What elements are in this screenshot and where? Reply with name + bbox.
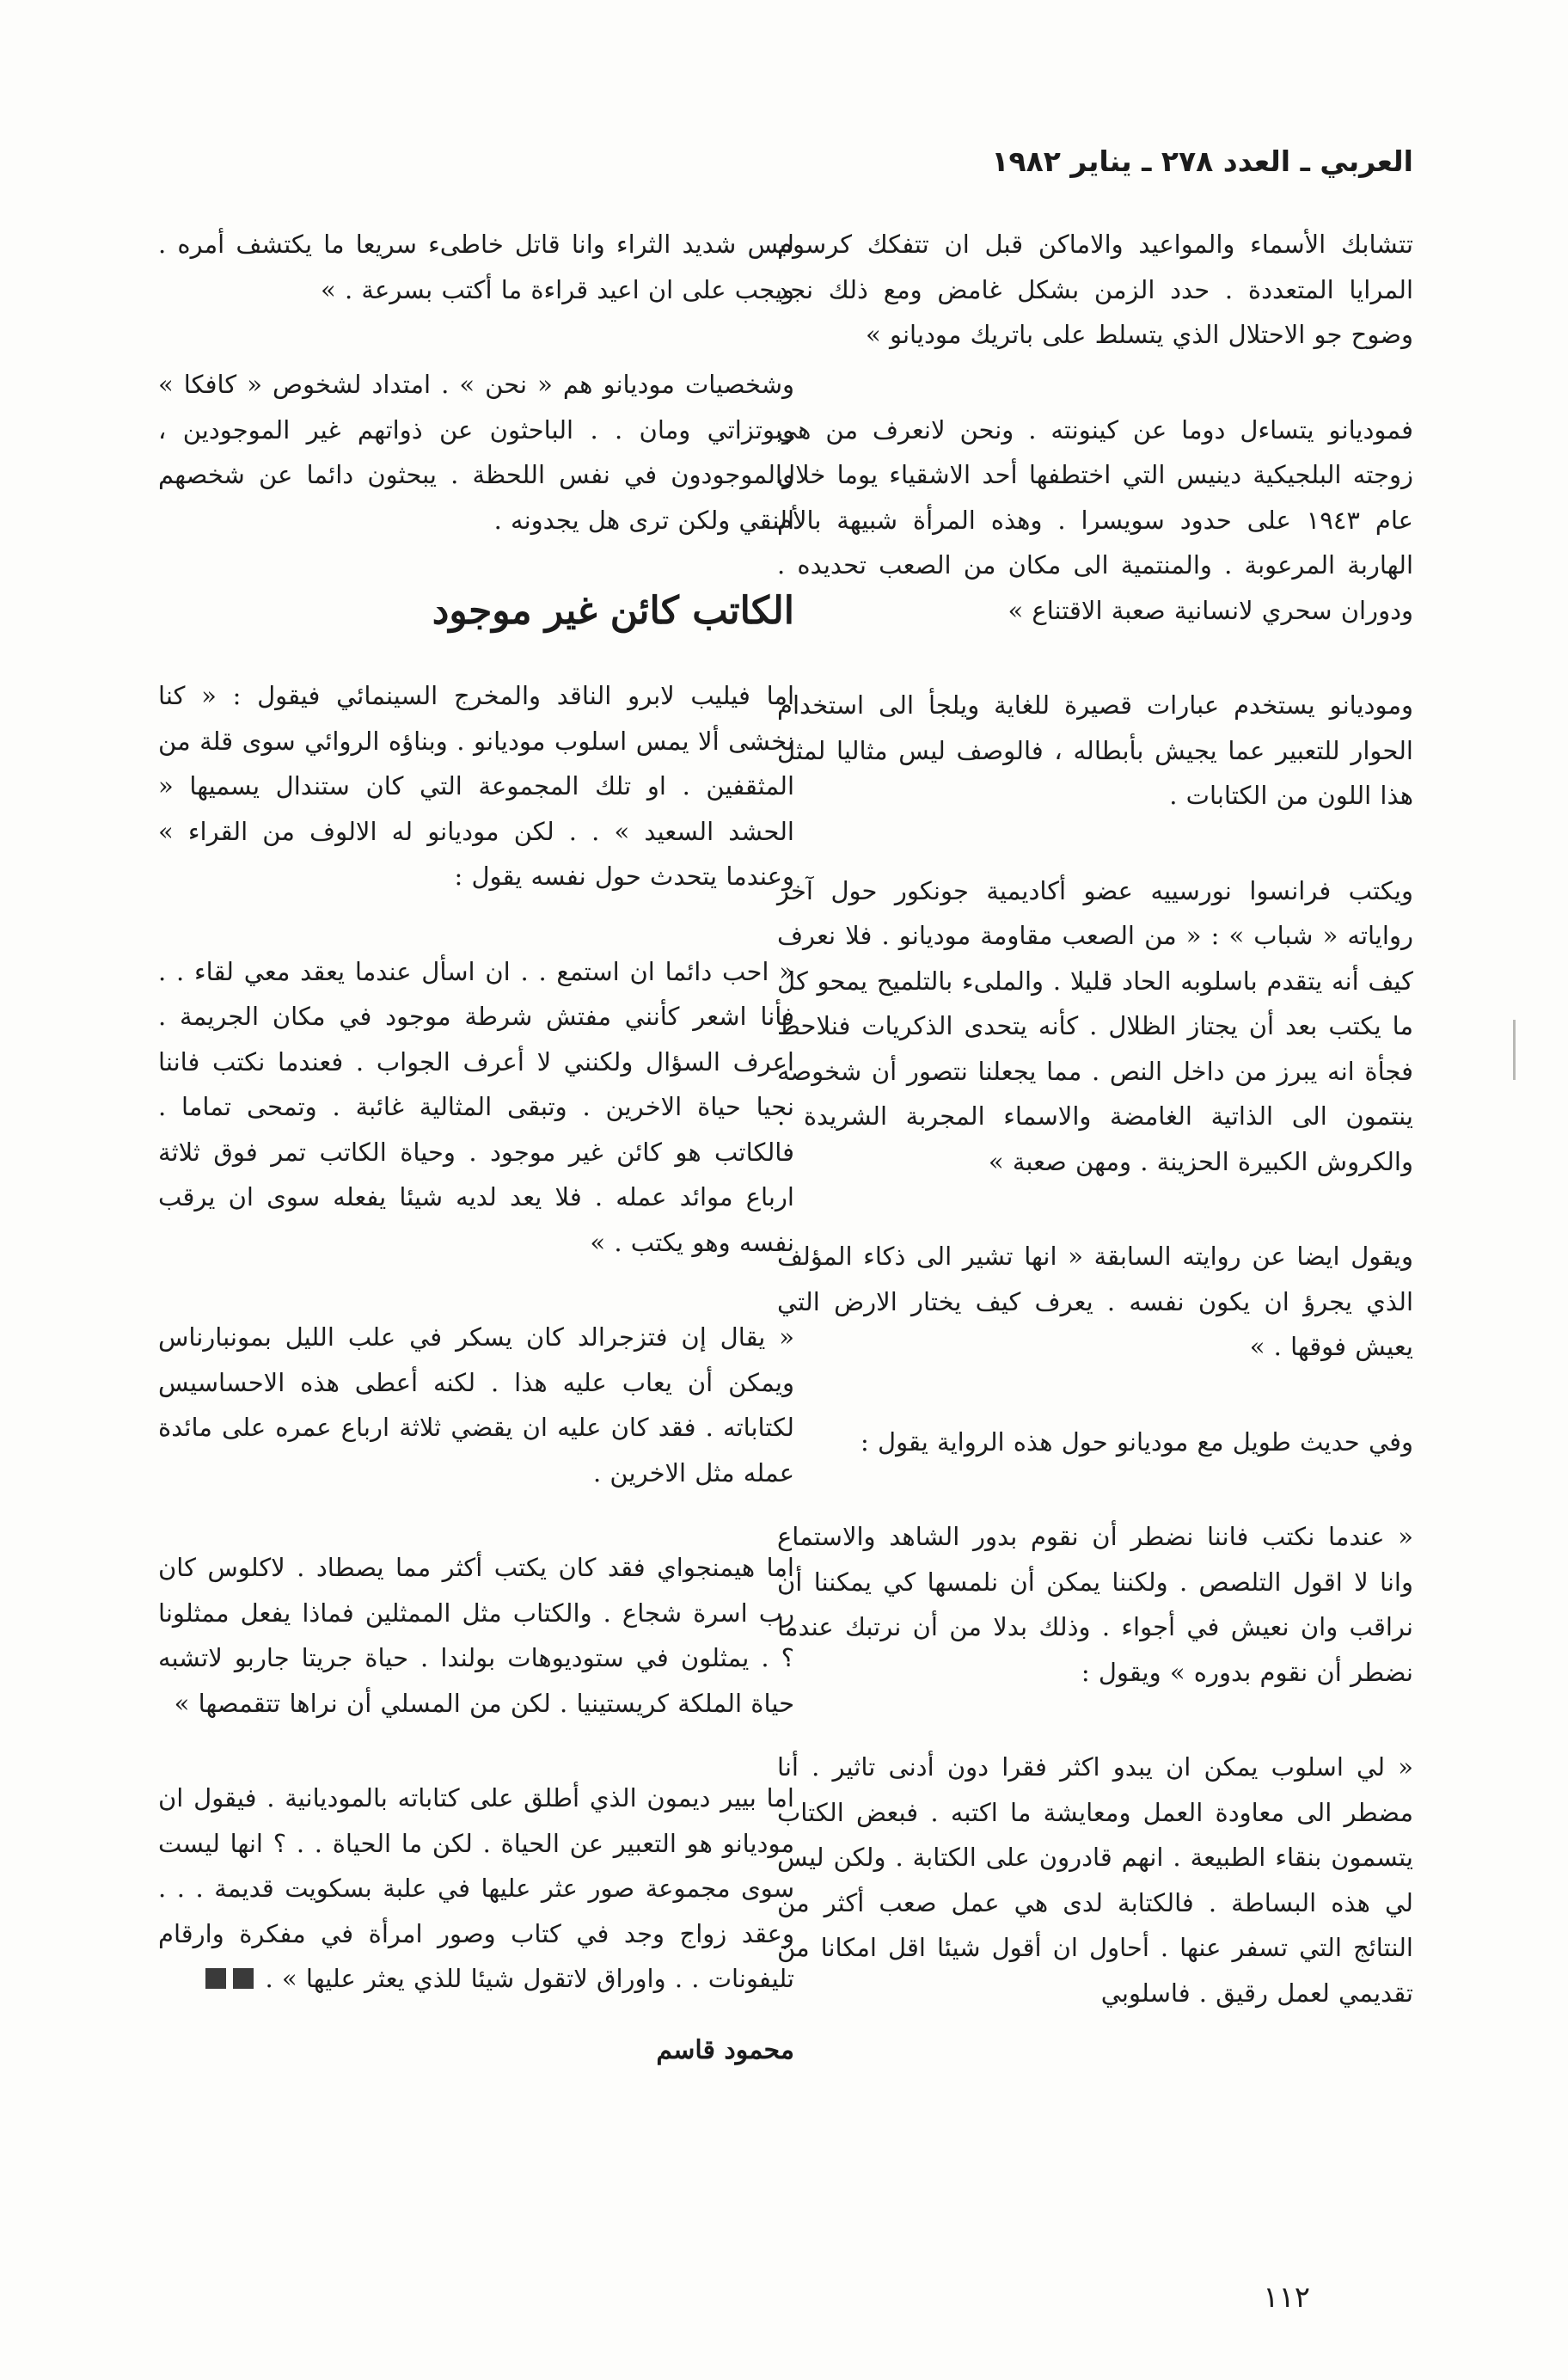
page-number: ١١٢ [1263, 2280, 1310, 2315]
final-paragraph-text: اما بيير ديمون الذي أطلق على كتاباته بالموديانية . فيقول ان موديانو هو التعبير عن الحياة . لكن ما الحياة . . ؟ انها ليست سوى مجموعة صور عثر عليها في علبة بسكويت قديمة . . . وعقد زواج وجد في كتاب وصور امرأة في مفكرة وارقام تليفونات . . واوراق لاتقول شيئا للذي يعثر عليها » . [158, 1783, 794, 1993]
article-paragraph: فموديانو يتساءل دوما عن كينونته . ونحن لانعرف من هي زوجته البلجيكية دينيس التي اختطفها أحد الاشقياء يوما خلال عام ١٩٤٣ على حدود سويسرا . وهذه المرأة شبيهة بالأم الهاربة المرعوبة . والمنتمية الى مكان من الصعب تحديده . ودوران سحري لانسانية صعبة الاقتناع » [777, 414, 1413, 625]
section-heading: الكاتب كائن غير موجود [432, 589, 794, 633]
article-paragraph-final [158, 1776, 794, 2003]
article-paragraph: ليس شديد الثراء وانا قاتل خاطىء سريعا ما يكتشف أمره . ويجب على ان اعيد قراءة ما أكتب بسرعة . » [158, 230, 794, 304]
author-signature: محمود قاسم [656, 2035, 794, 2066]
article-paragraph: « لي اسلوب يمكن ان يبدو اكثر فقرا دون أدنى تاثير . أنا مضطر الى معاودة العمل ومعايشة ما اكتبه . فبعض الكتاب يتسمون بنقاء الطبيعة . انهم قادرون على الكتابة . ولكن ليس لي هذه البساطة . فالكتابة لدى هي عمل صعب أكثر من النتائج التي تسفر عنها . أحاول ان أقول شيئا اقل امكانا من تقديمي لعمل رقيق . فاسلوبي [777, 1752, 1413, 2008]
article-paragraph: اما هيمنجواي فقد كان يكتب أكثر مما يصطاد . لاكلوس كان رب اسرة شجاع . والكتاب مثل الممثلين فماذا يفعل ممثلونا ؟ . يمثلون في ستوديوهات بولندا . حياة جريتا جاربو لاتشبه حياة الملكة كريستينيا . لكن من المسلي أن نراها تتقمصها » [158, 1553, 795, 1718]
article-paragraph: وموديانو يستخدم عبارات قصيرة للغاية ويلجأ الى استخدام الحوار للتعبير عما يجيش بأبطاله ، فالوصف ليس مثاليا لمثل هذا اللون من الكتابات . [777, 690, 1413, 810]
article-paragraph: تتشابك الأسماء والمواعيد والاماكن قبل ان تتفكك كرسوم المرايا المتعددة . حدد الزمن بشكل غامض ومع ذلك نجد وضوح جو الاحتلال الذي يتسلط على باتريك مودیانو » [777, 230, 1413, 349]
article-paragraph: اما فيليب لابرو الناقد والمخرج السينمائي فيقول : « كنا نخشى ألا يمس اسلوب موديانو . وبناؤه الروائي سوى قلة من المثقفين . او تلك المجموعة التي كان ستندال يسميها « الحشد السعيد » . . لكن موديانو له الالوف من القراء » وعندما يتحدث حول نفسه يقول : [158, 681, 794, 891]
running-header: العربي ـ العدد ٢٧٨ ـ يناير ١٩٨٢ [991, 144, 1413, 178]
article-paragraph: « يقال إن فتزجرالد كان يسكر في علب الليل بمونبارناس ويمكن أن يعاب عليه هذا . لكنه أعطى هذه الاحساسيس لكتاباته . فقد كان عليه ان يقضي ثلاثة ارباع عمره على مائدة عمله مثل الاخرين . [158, 1322, 794, 1488]
article-paragraph: « عندما نكتب فاننا نضطر أن نقوم بدور الشاهد والاستماع وانا لا اقول التلصص . ولكننا يمكن أن نلمسها كي يمكننا أن نراقب وان نعيش في أجواء . وذلك بدلا من أن نرتبك عندما نضطر أن نقوم بدوره » ويقول : [777, 1522, 1413, 1687]
article-paragraph: وفي حديث طويل مع موديانو حول هذه الرواية يقول : [861, 1426, 1413, 1457]
left-column [158, 222, 794, 2074]
right-column [777, 222, 1413, 2065]
article-end-marks-icon [199, 1958, 254, 2003]
scan-margin-mark [1513, 1020, 1516, 1080]
article-paragraph: ويقول ايضا عن روايته السابقة « انها تشير الى ذكاء المؤلف الذي يجرؤ ان يكون نفسه . يعرف كيف يختار الارض التي يعيش فوقها . » [777, 1242, 1413, 1361]
article-paragraph: « احب دائما ان استمع . . ان اسأل عندما يعقد معي لقاء . . فأنا اشعر كأنني مفتش شرطة موجود في مكان الجريمة . اعرف السؤال ولكنني لا أعرف الجواب . فعندما نكتب فاننا نحيا حياة الاخرين . وتبقى المثالية غائبة . وتمحى تماما . فالكاتب هو كائن غير موجود . وحياة الكاتب تمر فوق ثلاثة ارباع موائد عمله . فلا يعد لديه شيئا يفعله سوى ان يرقب نفسه وهو يكتب . » [158, 956, 794, 1257]
article-paragraph: ويكتب فرانسوا نورسييه عضو أكاديمية جونكور حول آخر رواياته « شباب » : « من الصعب مقاومة موديانو . فلا نعرف كيف أنه يتقدم باسلوبه الحاد قليلا . والملىء بالتلميح يمحو كل ما يكتب بعد أن يجتاز الظلال . كأنه يتحدى الذكريات فنلاحظ فجأة انه يبرز من داخل النص . مما يجعلنا نتصور أن شخوصه ينتمون الى الذاتية الغامضة والاسماء المجربة الشريدة . والكروش الكبيرة الحزينة . ومهن صعبة » [777, 875, 1413, 1176]
article-paragraph: وشخصيات موديانو هم « نحن » . امتداد لشخوص « كافكا » وبوتزاتي ومان . . الباحثون عن ذواتهم غير الموجودين ، والموجودون في نفس اللحظة . يبحثون دائما عن شخصهم النقي ولكن ترى هل يجدونه . [158, 370, 794, 535]
